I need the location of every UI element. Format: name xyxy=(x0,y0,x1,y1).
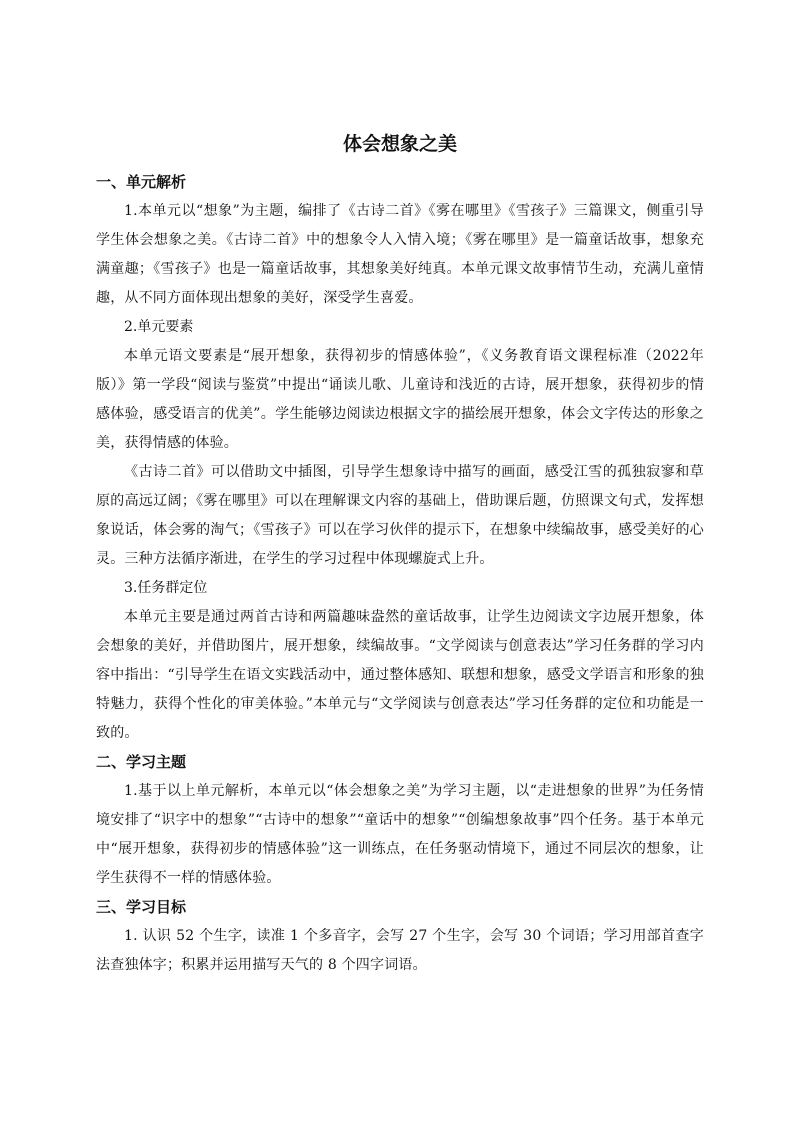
paragraph: 本单元主要是通过两首古诗和两篇趣味盎然的童话故事，让学生边阅读文字边展开想象，体会想象的美好，并借助图片，展开想象，续编故事。“文学阅读与创意表达”学习任务群的学习内容中指出：“引导学生在语文实践活动中，通过整体感知、联想和想象，感受文学语言和形象的独特魅力，获得个性化的审美体验。”本单元与“文学阅读与创意表达”学习任务群的定位和功能是一致的。 xyxy=(96,609,704,741)
document-body xyxy=(96,128,704,980)
section-learning-theme xyxy=(96,748,704,893)
subheading: 2.单元要素 xyxy=(124,319,194,335)
paragraph: 1.本单元以“想象”为主题，编排了《古诗二首》《雾在哪里》《雪孩子》三篇课文，侧重引导学生体会想象之美。《古诗二首》中的想象令人入情入境；《雾在哪里》是一篇童话故事，想象充满童趣；《雪孩子》也是一篇童话故事，其想象美好纯真。本单元课文故事情节生动，充满儿童情趣，从不同方面体现出想象的美好，深受学生喜爱。 xyxy=(96,203,704,306)
subheading: 3.任务群定位 xyxy=(124,580,208,596)
section-heading: 一、单元解析 xyxy=(96,173,187,191)
paragraph: 1. 认识 52 个生字，读准 1 个多音字，会写 27 个生字，会写 30 个词语；学习用部首查字法查独体字；积累并运用描写天气的 8 个四字词语。 xyxy=(96,928,704,973)
section-learning-goals xyxy=(96,893,704,980)
paragraph: 《古诗二首》可以借助文中插图，引导学生想象诗中描写的画面，感受江雪的孤独寂寥和草原的高远辽阔；《雾在哪里》可以在理解课文内容的基础上，借助课后题，仿照课文句式，发挥想象说话，体会雾的淘气；《雪孩子》可以在学习伙伴的提示下，在想象中续编故事，感受美好的心灵。三种方法循序渐进，在学生的学习过程中体现螺旋式上升。 xyxy=(96,464,704,567)
paragraph: 本单元语文要素是“展开想象，获得初步的情感体验”，《义务教育语文课程标准（2022年版）》第一学段“阅读与鉴赏”中提出“诵读儿歌、儿童诗和浅近的古诗，展开想象，获得初步的情感体验，感受语言的优美”。学生能够边阅读边根据文字的描绘展开想象，体会文字传达的形象之美，获得情感的体验。 xyxy=(96,348,704,451)
section-heading: 三、学习目标 xyxy=(96,898,187,916)
section-heading: 二、学习主题 xyxy=(96,753,187,771)
page-title: 体会想象之美 xyxy=(342,133,457,155)
section-unit-analysis xyxy=(96,168,704,748)
paragraph: 1.基于以上单元解析，本单元以“体会想象之美”为学习主题，以“走进想象的世界”为任务情境安排了“识字中的想象”“古诗中的想象”“童话中的想象”“创编想象故事”四个任务。基于本单元中“展开想象，获得初步的情感体验”这一训练点，在任务驱动情境下，通过不同层次的想象，让学生获得不一样的情感体验。 xyxy=(96,783,704,886)
